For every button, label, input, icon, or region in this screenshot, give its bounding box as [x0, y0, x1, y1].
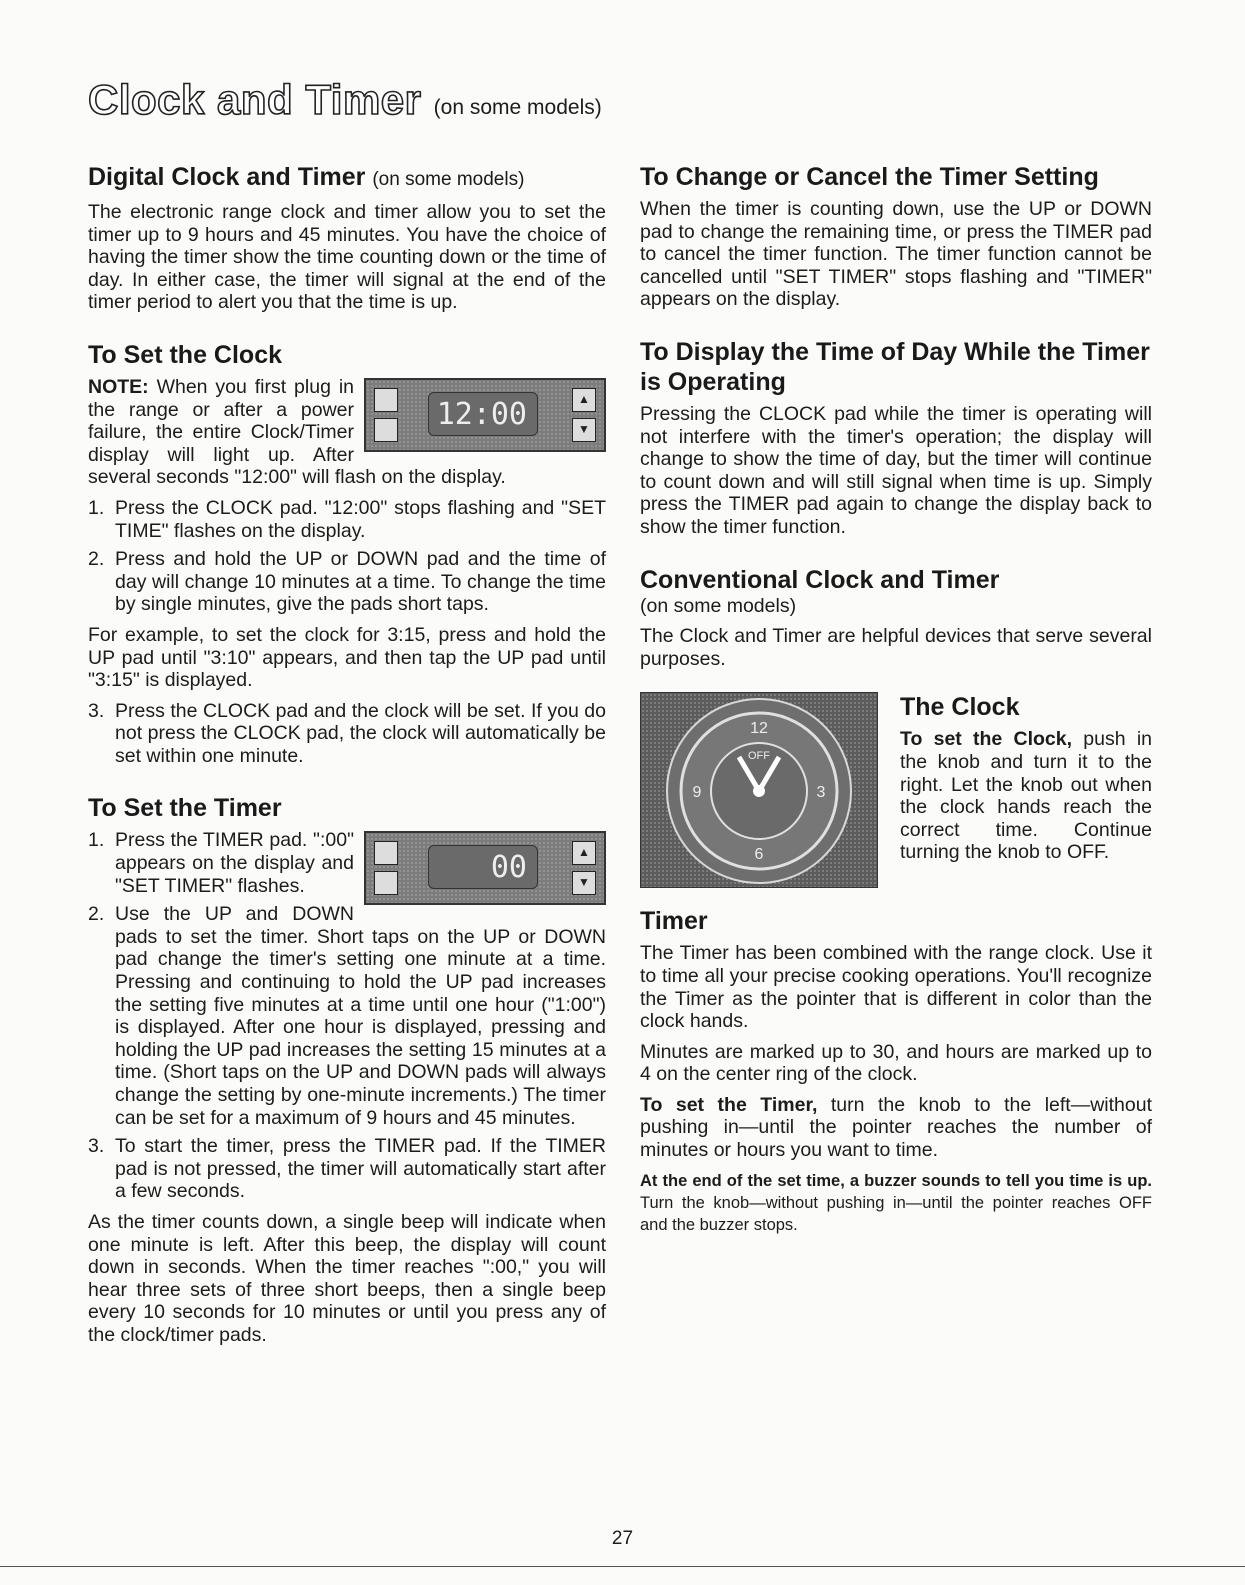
set-clock-step3 [88, 700, 606, 768]
timer-p4-body: Turn the knob—without pushing in—until the pointer reaches OFF and the buzzer stops. [640, 1193, 1152, 1234]
analog-clock-image [640, 692, 878, 888]
svg-text:6: 6 [754, 846, 764, 864]
conventional-text: The Clock and Timer are helpful devices that serve several purposes. [640, 625, 1152, 670]
step-number: 1. [88, 496, 105, 519]
right-column [640, 162, 1152, 1244]
svg-text:OFF: OFF [748, 750, 770, 763]
set-clock-steps [88, 497, 606, 616]
display-time-text: Pressing the CLOCK pad while the timer is operating will not interfere with the timer's operation; the display will change to show the time of day, but the timer will continue to count down and will still signal when time is up. Simply press the TIMER pad again to change the display back to show the timer function. [640, 402, 1152, 538]
note-label: NOTE: [88, 375, 149, 398]
page-title-text: Clock and Timer [88, 76, 422, 123]
svg-text:12: 12 [750, 720, 768, 738]
step-text: To start the timer, press the TIMER pad. If the TIMER pad is not pressed, the timer will automatically start after a few seconds. [115, 1135, 606, 1203]
timer-p3-bold: To set the Timer, [640, 1093, 818, 1116]
list-item [88, 497, 606, 542]
conventional-sub: (on some models) [640, 594, 797, 617]
timer-p4 [640, 1170, 1152, 1236]
timer-pad-icon [374, 418, 398, 442]
up-arrow-icon [572, 388, 596, 412]
step-number: 3. [88, 699, 105, 722]
timer-p2: Minutes are marked up to 30, and hours are marked up to 4 on the center ring of the clock. [640, 1040, 1152, 1086]
svg-text:3: 3 [816, 784, 826, 802]
set-clock-heading: To Set the Clock [88, 340, 283, 369]
down-arrow-icon [572, 418, 596, 442]
digital-heading [88, 162, 606, 195]
display-time-heading: To Display the Time of Day While the Timer is Operating [640, 337, 1150, 396]
list-item [88, 700, 606, 768]
the-clock-text [900, 728, 1152, 864]
timer-p3-body: turn the knob to the left—without pushing in—until the pointer reaches the number of minutes or hours you want to time. [640, 1093, 1152, 1162]
step-text: Press the CLOCK pad and the clock will be set. If you do not press the CLOCK pad, the clock will automatically be set within one minute. [115, 699, 606, 767]
svg-text:9: 9 [692, 784, 702, 802]
conventional-heading: Conventional Clock and Timer [640, 565, 1000, 594]
clock-section [640, 692, 1152, 888]
the-clock-text-block [900, 692, 1152, 888]
analog-clock-icon [641, 693, 877, 887]
page-title [88, 76, 602, 124]
change-cancel-text: When the timer is counting down, use the UP or DOWN pad to change the remaining time, or press the TIMER pad to cancel the timer function. The timer function cannot be cancelled until "SET TIMER" stops flashing and "TIMER" appears on the display. [640, 198, 1152, 311]
list-item [88, 903, 606, 1129]
page-number: 27 [611, 1528, 634, 1549]
step-number: 2. [88, 548, 105, 571]
set-clock-example: For example, to set the clock for 3:15, press and hold the UP pad until "3:10" appears, and then tap the UP pad until "3:15" is displayed. [88, 623, 606, 692]
timer-p1: The Timer has been combined with the range clock. Use it to time all your precise cooking operations. You'll recognize the Timer as the pointer that is different in color than the clock hands. [640, 942, 1152, 1033]
step-text: Press and hold the UP or DOWN pad and the time of day will change 10 minutes at a time. To change the time by single minutes, give the pads short taps. [115, 548, 606, 616]
clock-display-figure [364, 378, 606, 452]
step-number: 1. [88, 829, 105, 852]
change-cancel-heading: To Change or Cancel the Timer Setting [640, 163, 1099, 191]
digital-intro: The electronic range clock and timer allow you to set the timer up to 9 hours and 45 minutes. You have the choice of having the timer show the time counting down or the time of day. In either case, the timer will signal at the end of the timer period to alert you that the time is up. [88, 201, 606, 314]
digital-heading-sub: (on some models) [372, 169, 525, 190]
set-timer-steps [88, 829, 606, 1203]
timer-heading: Timer [640, 907, 708, 936]
the-clock-bold-lead: To set the Clock, [900, 728, 1073, 751]
step-text: Press the TIMER pad. ":00" appears on the display and "SET TIMER" flashes. [115, 829, 354, 897]
list-item [88, 548, 606, 616]
clock-pad-icon [374, 388, 398, 412]
note-text: When you first plug in the range or after a power failure, the entire Clock/Timer display will light up. After several seconds "12:00" will flash on the display. [88, 375, 506, 489]
countdown-text: As the timer counts down, a single beep will indicate when one minute is left. After this beep, the display will count down in seconds. When the timer reaches ":00," you will hear three sets of three short beeps, then a single beep every 10 seconds for 10 minutes or until you press any of the clock/timer pads. [88, 1210, 606, 1346]
the-clock-body: push in the knob and turn it to the right. Let the knob out when the clock hands reach the correct time. Continue turning the knob to OFF. [900, 728, 1152, 864]
step-text: Use the UP and DOWN pads to set the timer. Short taps on the UP or DOWN pad change the timer's setting one minute at a time. Pressing and continuing to hold the UP pad increases the setting five minutes at a time until one hour ("1:00") is displayed. After one hour is displayed, pressing and holding the UP pad increases the setting 15 minutes at a time. (Short taps on the UP and DOWN pads will always change the setting by one-minute increments.) The timer can be set for a maximum of 9 hours and 45 minutes. [115, 903, 606, 1129]
the-clock-heading: The Clock [900, 693, 1020, 722]
timer-p4-bold: At the end of the set time, a buzzer sounds to tell you time is up. [640, 1171, 1152, 1190]
control-panel-image [364, 378, 606, 452]
bottom-divider [0, 1566, 1245, 1567]
page-title-sub: (on some models) [433, 96, 602, 119]
step-number: 2. [88, 903, 105, 926]
set-timer-heading: To Set the Timer [88, 794, 282, 823]
step-text: Press the CLOCK pad. "12:00" stops flashing and "SET TIME" flashes on the display. [115, 496, 606, 542]
list-item [88, 1135, 606, 1203]
clock-lcd-display: 12:00 [428, 392, 538, 436]
step-number: 3. [88, 1135, 105, 1158]
list-item [88, 829, 606, 897]
left-column [88, 162, 606, 1355]
timer-lcd-display: 00 [428, 845, 538, 889]
timer-p3 [640, 1094, 1152, 1162]
digital-heading-text: Digital Clock and Timer [88, 163, 366, 191]
